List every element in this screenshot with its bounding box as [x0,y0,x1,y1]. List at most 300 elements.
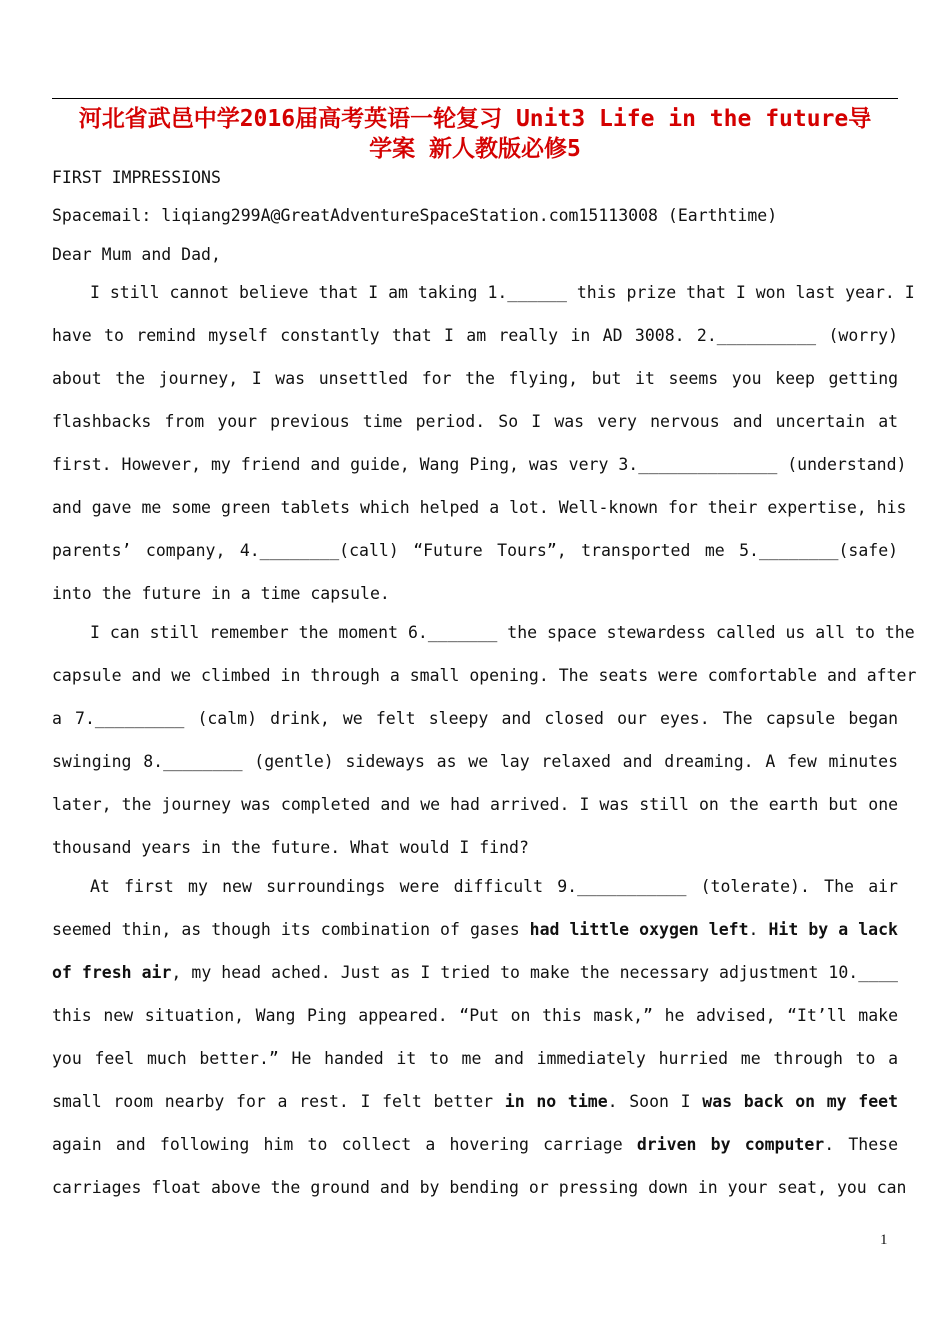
word: sideways [345,752,425,771]
word: uncertain [775,412,866,431]
word: and [494,1049,524,1068]
word: much [146,1049,187,1068]
word: my [210,455,231,474]
body-line [52,1178,907,1197]
word: and [622,752,653,771]
title-line-1: 河北省武邑中学2016届高考英语一轮复习 Unit3 Life in the future导 [78,106,872,132]
body-line [52,584,898,603]
word: had [450,795,480,814]
word: Ping, [469,455,519,474]
word: seats [598,666,649,685]
body-line [52,1006,898,1025]
word: I [420,963,431,982]
word: 10.____ [828,963,898,982]
bold-phrase-word: time [567,1092,608,1111]
word: He [291,1049,312,1068]
word: down [648,1178,688,1197]
word: a [277,1092,288,1111]
word: difficult [453,877,544,896]
word: . [824,1135,835,1154]
word: was [241,795,271,814]
word: hovering [449,1135,529,1154]
word: the [298,623,329,642]
word: very [568,455,609,474]
word: your [727,1178,768,1197]
body-line [52,369,898,388]
bold-phrase-word: Hit [768,920,799,939]
word: “Future [413,541,483,560]
header-rule [52,98,898,99]
word: seemed [52,920,112,939]
word: my [188,877,208,896]
word: parents’ [52,541,132,560]
word: unsettled [318,369,409,388]
word: capsule [765,709,836,728]
word: the [507,623,538,642]
word: head [221,963,262,982]
word: So [498,412,519,431]
word: from [164,412,205,431]
word: climbed [201,666,271,685]
word: Ping [306,1006,347,1025]
word: me [141,498,162,517]
body-line [52,795,898,814]
body-line [52,1135,898,1154]
word: the [270,1178,301,1197]
word: have [52,326,92,345]
word: this [576,283,617,302]
word: future. [270,838,341,857]
word: a [240,584,251,603]
word: and [52,498,82,517]
word: , [171,963,182,982]
word: to [104,326,124,345]
word: eyes. [660,709,710,728]
body-line [52,963,898,982]
page-number: 1 [880,1232,888,1248]
word: began [848,709,899,728]
word: “Put [459,1006,500,1025]
word: lay [499,752,530,771]
body-line [52,877,898,896]
word: new [103,1006,134,1025]
word: was [554,412,585,431]
word: flashbacks [52,412,152,431]
word: make [858,1006,899,1025]
word: though [211,920,271,939]
word: through [310,666,380,685]
word: we [468,752,489,771]
word: Wang [255,1006,296,1025]
word: make [529,963,570,982]
word: we [171,666,192,685]
word: for [668,498,698,517]
word: 3008. [634,326,685,345]
word: called [715,623,776,642]
word: he [664,1006,685,1025]
word: expertise, [767,498,867,517]
word: to [855,623,875,642]
word: These [848,1135,899,1154]
word: gases [469,920,520,939]
word: its [280,920,311,939]
word: dreaming. [664,752,754,771]
word: better [433,1092,494,1111]
body-line [52,623,915,642]
word: remind [136,326,196,345]
word: in [280,666,301,685]
word: bending [449,1178,519,1197]
word: and [732,412,763,431]
word: handed [324,1049,384,1068]
word: surroundings [266,877,386,896]
body-line [52,498,907,517]
word: 9.___________ [557,877,687,896]
word: for [421,369,452,388]
word: collect [341,1135,412,1154]
body-line [52,838,898,857]
bold-phrase-word: little [569,920,630,939]
word: relaxed [541,752,611,771]
word: small [52,1092,102,1111]
word: which [360,498,410,517]
bold-phrase-word: left [708,920,749,939]
word: and [501,709,532,728]
word: The [558,666,589,685]
word: period. [415,412,486,431]
word: in [697,1178,718,1197]
word: on [698,795,719,814]
word: capsule. [310,584,390,603]
bold-phrase-word: was [702,1092,733,1111]
word: am [466,326,487,345]
body-line [52,1092,898,1111]
word: I [360,1092,371,1111]
word: A [765,752,776,771]
body-line [52,283,915,302]
word: tried [440,963,491,982]
word: The [824,877,854,896]
word: . [748,920,759,939]
word: transported [581,541,691,560]
word: was [528,455,559,474]
bold-phrase-word: fresh [81,963,132,982]
word: 1.______ [487,283,567,302]
word: and [131,666,162,685]
word: I [459,838,470,857]
word: gave [91,498,132,517]
word: I [90,623,100,642]
word: I [680,1092,691,1111]
word: of [440,920,460,939]
word: to [500,963,520,982]
word: swinging [52,752,132,771]
word: situation, [144,1006,245,1025]
word: some [171,498,211,517]
word: sleepy [428,709,489,728]
body-line [52,541,898,560]
word: 2.__________ [696,326,817,345]
word: years [141,838,192,857]
bold-phrase-word: on [795,1092,816,1111]
word: that [318,283,359,302]
word: AD [602,326,623,345]
word: very [597,412,637,431]
word: time [362,412,403,431]
word: my [191,963,212,982]
word: Wang [419,455,460,474]
word: first. [52,455,112,474]
word: you [52,1049,82,1068]
word: room [113,1092,154,1111]
word: can [109,623,140,642]
word: all [815,623,846,642]
word: were [658,666,698,685]
word: new [222,877,252,896]
word: in [570,326,591,345]
word: guide, [350,455,410,474]
word: you [836,1178,867,1197]
word: getting [828,369,899,388]
word: I [579,795,590,814]
word: comfortable [707,666,818,685]
word: and [380,795,411,814]
word: me [704,541,725,560]
section-heading: FIRST IMPRESSIONS [52,168,221,187]
word: find? [479,838,529,857]
word: again [52,1135,102,1154]
body-line [52,666,917,685]
word: a [888,1049,899,1068]
word: last [795,283,836,302]
word: the [728,795,759,814]
bold-phrase-word: oxygen [639,920,699,939]
word: this [52,1006,92,1025]
bold-phrase-word: no [536,1092,557,1111]
word: rest. [299,1092,349,1111]
bold-phrase-word: a [838,920,849,939]
word: me [740,1049,761,1068]
word: and [115,1135,146,1154]
word: year. [845,283,895,302]
word: Soon [629,1092,669,1111]
word: in [210,584,231,603]
word: better.” [199,1049,279,1068]
word: minutes [828,752,899,771]
word: I [251,369,262,388]
word: it [635,369,655,388]
word: 4.________(call) [239,541,399,560]
bold-phrase-word: feet [858,1092,899,1111]
word: about [52,369,102,388]
word: the [230,838,261,857]
word: was [275,369,306,388]
word: myself [208,326,268,345]
word: tablets [280,498,351,517]
body-line [52,455,907,474]
word: a [489,498,500,517]
word: seat, [777,1178,827,1197]
word: were [399,877,440,896]
bold-phrase-word: of [52,963,72,982]
word: few [786,752,817,771]
word: remember [209,623,289,642]
word: me [461,1049,482,1068]
word: above [210,1178,261,1197]
word: space [547,623,597,642]
word: I [531,412,542,431]
bold-phrase-word: lack [858,920,898,939]
word: first [124,877,174,896]
word: I [444,326,454,345]
word: green [220,498,271,517]
word: as [436,752,457,771]
bold-phrase-word: back [743,1092,784,1111]
bold-phrase-word: in [504,1092,525,1111]
word: friend [240,455,301,474]
word: necessary [619,963,710,982]
word: this [542,1006,582,1025]
word: (calm) [197,709,258,728]
word: opening. [469,666,549,685]
word: won [755,283,786,302]
word: taking [417,283,478,302]
word: advised, [696,1006,776,1025]
word: the [884,623,915,642]
word: 5.________(safe) [739,541,899,560]
word: Tours”, [497,541,567,560]
word: capsule [52,666,122,685]
word: one [868,795,899,814]
word: a [52,709,62,728]
word: 8.________ [143,752,243,771]
word: and [310,455,341,474]
word: moment [338,623,399,642]
word: ached. [271,963,331,982]
word: mask,” [593,1006,653,1025]
word: Just [340,963,381,982]
word: or [528,1178,549,1197]
word: was [599,795,630,814]
word: At [90,877,110,896]
word: I [368,283,379,302]
word: carriages [52,1178,142,1197]
word: and [379,1178,410,1197]
word: company, [145,541,226,560]
word: by [419,1178,440,1197]
word: 6._______ [407,623,498,642]
word: cannot [169,283,230,302]
bold-phrase-word: driven [636,1135,697,1154]
word: journey [161,795,232,814]
word: What [350,838,390,857]
bold-phrase-word: air [141,963,172,982]
word: felt [382,1092,422,1111]
word: hurried [658,1049,729,1068]
word: to [307,1135,328,1154]
word: earth [768,795,819,814]
word: The [722,709,753,728]
word: air [868,877,898,896]
word: the [121,795,152,814]
word: and [827,666,857,685]
word: but [828,795,859,814]
word: pressing [558,1178,639,1197]
body-line [52,709,898,728]
word: still [149,623,200,642]
word: journey, [158,369,239,388]
word: to [855,1049,876,1068]
word: arrived. [489,795,570,814]
word: I [904,283,915,302]
word: thin, [121,920,172,939]
bold-phrase-word: by [808,920,829,939]
word: him [263,1135,294,1154]
word: your [217,412,258,431]
word: felt [375,709,416,728]
word: adjustment [719,963,819,982]
word: nervous [650,412,720,431]
word: would [399,838,450,857]
word: as [390,963,411,982]
word: flying, [508,369,579,388]
word: that [686,283,726,302]
word: closed [544,709,604,728]
word: . [607,1092,618,1111]
word: combination [320,920,431,939]
word: that [391,326,432,345]
body-line [52,920,898,939]
body-line [52,412,898,431]
word: helped [419,498,480,517]
word: I [735,283,746,302]
spacemail-line: Spacemail: liqiang299A@GreatAdventureSpaceStation.com15113008 (Earthtime) [52,206,778,225]
word: we [420,795,441,814]
word: a [425,1135,436,1154]
word: on [510,1006,531,1025]
word: completed [280,795,371,814]
word: previous [270,412,350,431]
word: (gentle) [254,752,334,771]
bold-phrase-word: my [826,1092,847,1111]
word: the [465,369,495,388]
title-line-2: 学案 新人教版必修5 [369,136,581,162]
word: keep [775,369,815,388]
word: carriage [543,1135,623,1154]
word: 7._________ [75,709,185,728]
word: I [90,283,100,302]
word: still [109,283,160,302]
word: “It’ll [787,1006,847,1025]
word: you [731,369,762,388]
word: stewardess [606,623,706,642]
word: in [201,838,221,857]
word: their [707,498,758,517]
word: us [785,623,806,642]
word: immediately [536,1049,646,1068]
word: his [876,498,907,517]
word: as [181,920,202,939]
word: small [409,666,460,685]
word: (tolerate). [700,877,810,896]
word: at [878,412,899,431]
bold-phrase-word: by [710,1135,731,1154]
word: nearby [164,1092,225,1111]
word: seems [668,369,719,388]
word: thousand [52,838,132,857]
body-line [52,326,898,345]
word: lot. [509,498,549,517]
